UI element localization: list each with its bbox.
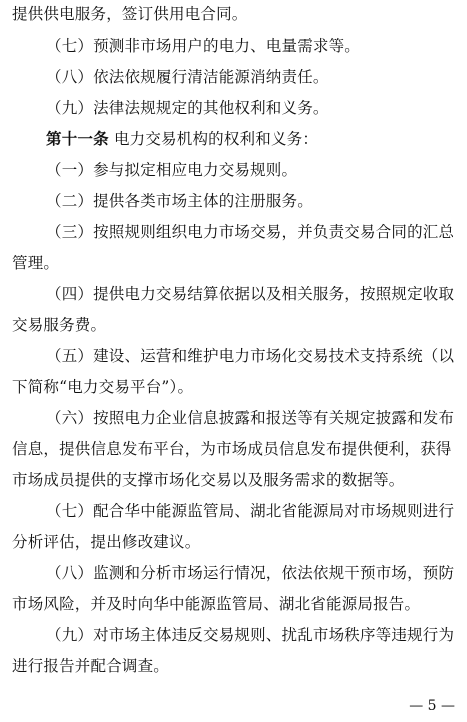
list-item-continuation: 分析评估，提出修改建议。 bbox=[12, 533, 201, 551]
list-item: （一）参与拟定相应电力交易规则。 bbox=[46, 161, 298, 179]
list-item-continuation: 市场成员提供的支撑市场化交易以及服务需求的数据等。 bbox=[12, 471, 405, 489]
list-item-continuation: 交易服务费。 bbox=[12, 316, 107, 334]
list-item: （二）提供各类市场主体的注册服务。 bbox=[46, 192, 313, 210]
page-number: — 5 — bbox=[409, 698, 455, 714]
list-item: （四）提供电力交易结算依据以及相关服务，按照规定收取 bbox=[46, 285, 455, 303]
list-item: （五）建设、运营和维护电力市场化交易技术支持系统（以 bbox=[46, 347, 455, 365]
list-item-continuation: 市场风险，并及时向华中能源监管局、湖北省能源局报告。 bbox=[12, 595, 421, 613]
list-item-continuation: 下简称“电力交易平台”）。 bbox=[12, 378, 194, 396]
list-item-continuation: 信息，提供信息发布平台，为市场成员信息发布提供便利，获得 bbox=[12, 440, 452, 458]
list-item-continuation: 管理。 bbox=[12, 254, 60, 272]
list-item: （六）按照电力企业信息披露和报送等有关规定披露和发布 bbox=[46, 409, 455, 427]
list-item: （九）法律法规规定的其他权利和义务。 bbox=[46, 99, 329, 117]
list-item: （三）按照规则组织电力市场交易，并负责交易合同的汇总 bbox=[46, 223, 455, 241]
list-item-continuation: 进行报告并配合调查。 bbox=[12, 657, 170, 675]
list-item: （七）预测非市场用户的电力、电量需求等。 bbox=[46, 37, 361, 55]
list-item: （七）配合华中能源监管局、湖北省能源局对市场规则进行 bbox=[46, 502, 455, 520]
list-item: （八）依法依规履行清洁能源消纳责任。 bbox=[46, 68, 329, 86]
article-heading-line bbox=[0, 125, 467, 154]
article-number: 第十一条 bbox=[46, 130, 109, 148]
list-item: （八）监测和分析市场运行情况，依法依规干预市场，预防 bbox=[46, 564, 455, 582]
list-item: （九）对市场主体违反交易规则、扰乱市场秩序等违规行为 bbox=[46, 626, 455, 644]
paragraph-line: 提供供电服务，签订供用电合同。 bbox=[12, 5, 248, 23]
article-title: 电力交易机构的权利和义务： bbox=[113, 130, 319, 148]
